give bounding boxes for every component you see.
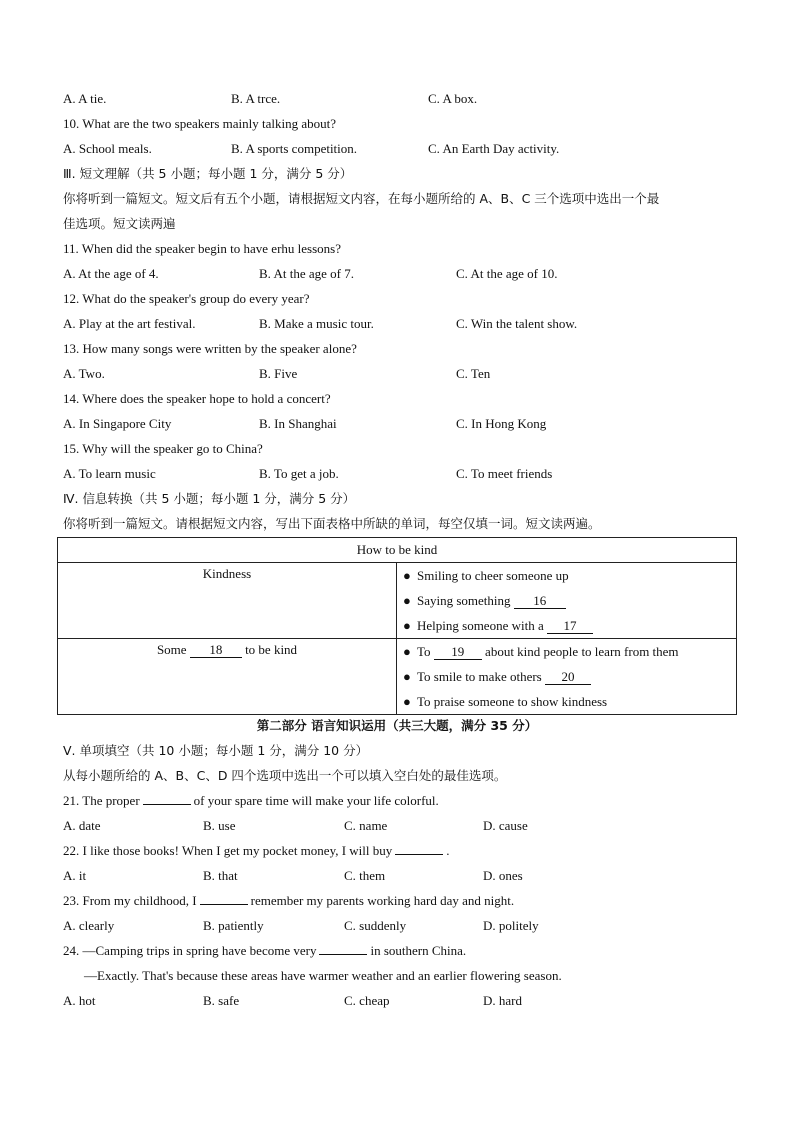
bullet-text: Saying something bbox=[417, 593, 514, 608]
bullet-text: about kind people to learn from them bbox=[481, 644, 679, 659]
q9-option-a: A. A tie. bbox=[63, 91, 107, 106]
q24-option-b: B. safe bbox=[203, 993, 240, 1008]
q23-option-b: B. patiently bbox=[203, 918, 264, 933]
q22-option-d: D. ones bbox=[483, 868, 523, 883]
table-cell-kindness-items bbox=[397, 563, 737, 639]
bullet-text: To bbox=[417, 644, 434, 659]
q10-option-b: B. A sports competition. bbox=[231, 141, 358, 156]
q10-option-a: A. School meals. bbox=[63, 141, 152, 156]
blank-19[interactable]: 19 bbox=[434, 644, 482, 660]
q12-stem: 12. What do the speaker's group do every year? bbox=[63, 291, 310, 306]
q15-stem: 15. Why will the speaker go to China? bbox=[63, 441, 263, 456]
q24-option-a: A. hot bbox=[63, 993, 96, 1008]
section4-instruction: 你将听到一篇短文。请根据短文内容，写出下面表格中所缺的单词，每空仅填一词。短文读两遍。 bbox=[63, 516, 601, 531]
q11-stem: 11. When did the speaker begin to have erhu lessons? bbox=[63, 241, 341, 256]
some-label: Some bbox=[156, 642, 190, 657]
q24-stem-pre: 24. —Camping trips in spring have become very bbox=[63, 943, 317, 958]
section3-instruction-line1: 你将听到一篇短文。短文后有五个小题，请根据短文内容，在每小题所给的 A、B、C 三个选项中选出一个最 bbox=[63, 191, 660, 206]
part2-title: 第二部分 语言知识运用（共三大题，满分 35 分） bbox=[256, 718, 538, 733]
section4-title: Ⅳ. 信息转换（共 5 小题；每小题 1 分，满分 5 分） bbox=[63, 491, 356, 506]
q21-stem bbox=[63, 791, 439, 811]
section3-instruction-line2: 佳选项。短文读两遍 bbox=[63, 216, 176, 231]
q22-stem-post: . bbox=[446, 843, 450, 858]
q11-option-b: B. At the age of 7. bbox=[259, 266, 354, 281]
q12-option-b: B. Make a music tour. bbox=[259, 316, 374, 331]
q21-stem-pre: 21. The proper bbox=[63, 793, 140, 808]
info-table bbox=[57, 537, 737, 715]
q14-option-c: C. In Hong Kong bbox=[456, 416, 547, 431]
to-be-kind-label: to be kind bbox=[241, 642, 298, 657]
section5-title: Ⅴ. 单项填空（共 10 小题；每小题 1 分，满分 10 分） bbox=[63, 743, 369, 758]
bullet-text: To praise someone to show kindness bbox=[417, 694, 608, 709]
q23-blank[interactable] bbox=[200, 892, 248, 905]
blank-20[interactable]: 20 bbox=[545, 669, 591, 685]
q14-option-b: B. In Shanghai bbox=[259, 416, 337, 431]
q15-option-a: A. To learn music bbox=[63, 466, 156, 481]
q11-option-c: C. At the age of 10. bbox=[456, 266, 558, 281]
q13-stem: 13. How many songs were written by the speaker alone? bbox=[63, 341, 357, 356]
q15-option-c: C. To meet friends bbox=[456, 466, 553, 481]
bullet-text: Helping someone with a bbox=[417, 618, 547, 633]
kindness-label: Kindness bbox=[202, 566, 252, 581]
q22-stem bbox=[63, 841, 450, 861]
bullet-text: To smile to make others bbox=[417, 669, 545, 684]
q13-option-b: B. Five bbox=[259, 366, 298, 381]
q10-option-c: C. An Earth Day activity. bbox=[428, 141, 560, 156]
q24-dialogue-line2: —Exactly. That's because these areas have warmer weather and an earlier flowering season. bbox=[84, 968, 562, 983]
table-header: How to be kind bbox=[58, 538, 737, 563]
bullet-icon: ● bbox=[403, 618, 411, 633]
section5-instruction: 从每小题所给的 A、B、C、D 四个选项中选出一个可以填入空白处的最佳选项。 bbox=[63, 768, 507, 783]
q9-option-c: C. A box. bbox=[428, 91, 478, 106]
q24-stem bbox=[63, 941, 466, 961]
q23-stem-pre: 23. From my childhood, I bbox=[63, 893, 197, 908]
bullet-item bbox=[403, 689, 736, 714]
blank-16[interactable]: 16 bbox=[514, 593, 566, 609]
bullet-text: Smiling to cheer someone up bbox=[417, 568, 569, 583]
q11-option-a: A. At the age of 4. bbox=[63, 266, 159, 281]
table-cell-some-ways bbox=[58, 639, 397, 715]
q23-option-a: A. clearly bbox=[63, 918, 115, 933]
q24-stem-post: in southern China. bbox=[370, 943, 467, 958]
q14-option-a: A. In Singapore City bbox=[63, 416, 172, 431]
q24-option-d: D. hard bbox=[483, 993, 522, 1008]
blank-18[interactable]: 18 bbox=[190, 642, 242, 658]
q22-blank[interactable] bbox=[395, 842, 443, 855]
q24-option-c: C. cheap bbox=[344, 993, 390, 1008]
q14-stem: 14. Where does the speaker hope to hold a concert? bbox=[63, 391, 331, 406]
q21-option-d: D. cause bbox=[483, 818, 528, 833]
q12-option-c: C. Win the talent show. bbox=[456, 316, 578, 331]
section3-title: Ⅲ. 短文理解（共 5 小题；每小题 1 分，满分 5 分） bbox=[63, 166, 353, 181]
bullet-icon: ● bbox=[403, 568, 411, 583]
bullet-icon: ● bbox=[403, 694, 411, 709]
bullet-item bbox=[403, 613, 736, 638]
table-cell-kindness bbox=[58, 563, 397, 639]
q12-option-a: A. Play at the art festival. bbox=[63, 316, 196, 331]
q15-option-b: B. To get a job. bbox=[259, 466, 339, 481]
bullet-item bbox=[403, 588, 736, 613]
bullet-icon: ● bbox=[403, 593, 411, 608]
bullet-item bbox=[403, 639, 736, 664]
bullet-icon: ● bbox=[403, 669, 411, 684]
bullet-item bbox=[403, 664, 736, 689]
bullet-icon: ● bbox=[403, 644, 411, 659]
q22-option-c: C. them bbox=[344, 868, 386, 883]
q22-option-b: B. that bbox=[203, 868, 238, 883]
q23-option-d: D. politely bbox=[483, 918, 539, 933]
q22-option-a: A. it bbox=[63, 868, 87, 883]
q21-stem-post: of your spare time will make your life colorful. bbox=[193, 793, 439, 808]
q21-option-b: B. use bbox=[203, 818, 236, 833]
q13-option-c: C. Ten bbox=[456, 366, 491, 381]
q13-option-a: A. Two. bbox=[63, 366, 105, 381]
table-cell-ways-items bbox=[397, 639, 737, 715]
blank-17[interactable]: 17 bbox=[547, 618, 593, 634]
q22-stem-pre: 22. I like those books! When I get my pocket money, I will buy bbox=[63, 843, 393, 858]
q23-stem-post: remember my parents working hard day and night. bbox=[250, 893, 515, 908]
q21-blank[interactable] bbox=[143, 792, 191, 805]
q10-stem: 10. What are the two speakers mainly talking about? bbox=[63, 116, 337, 131]
q23-option-c: C. suddenly bbox=[344, 918, 407, 933]
bullet-item bbox=[403, 563, 736, 588]
q21-option-a: A. date bbox=[63, 818, 101, 833]
q23-stem bbox=[63, 891, 514, 911]
q21-option-c: C. name bbox=[344, 818, 388, 833]
q24-blank[interactable] bbox=[319, 942, 367, 955]
q9-option-b: B. A trce. bbox=[231, 91, 281, 106]
